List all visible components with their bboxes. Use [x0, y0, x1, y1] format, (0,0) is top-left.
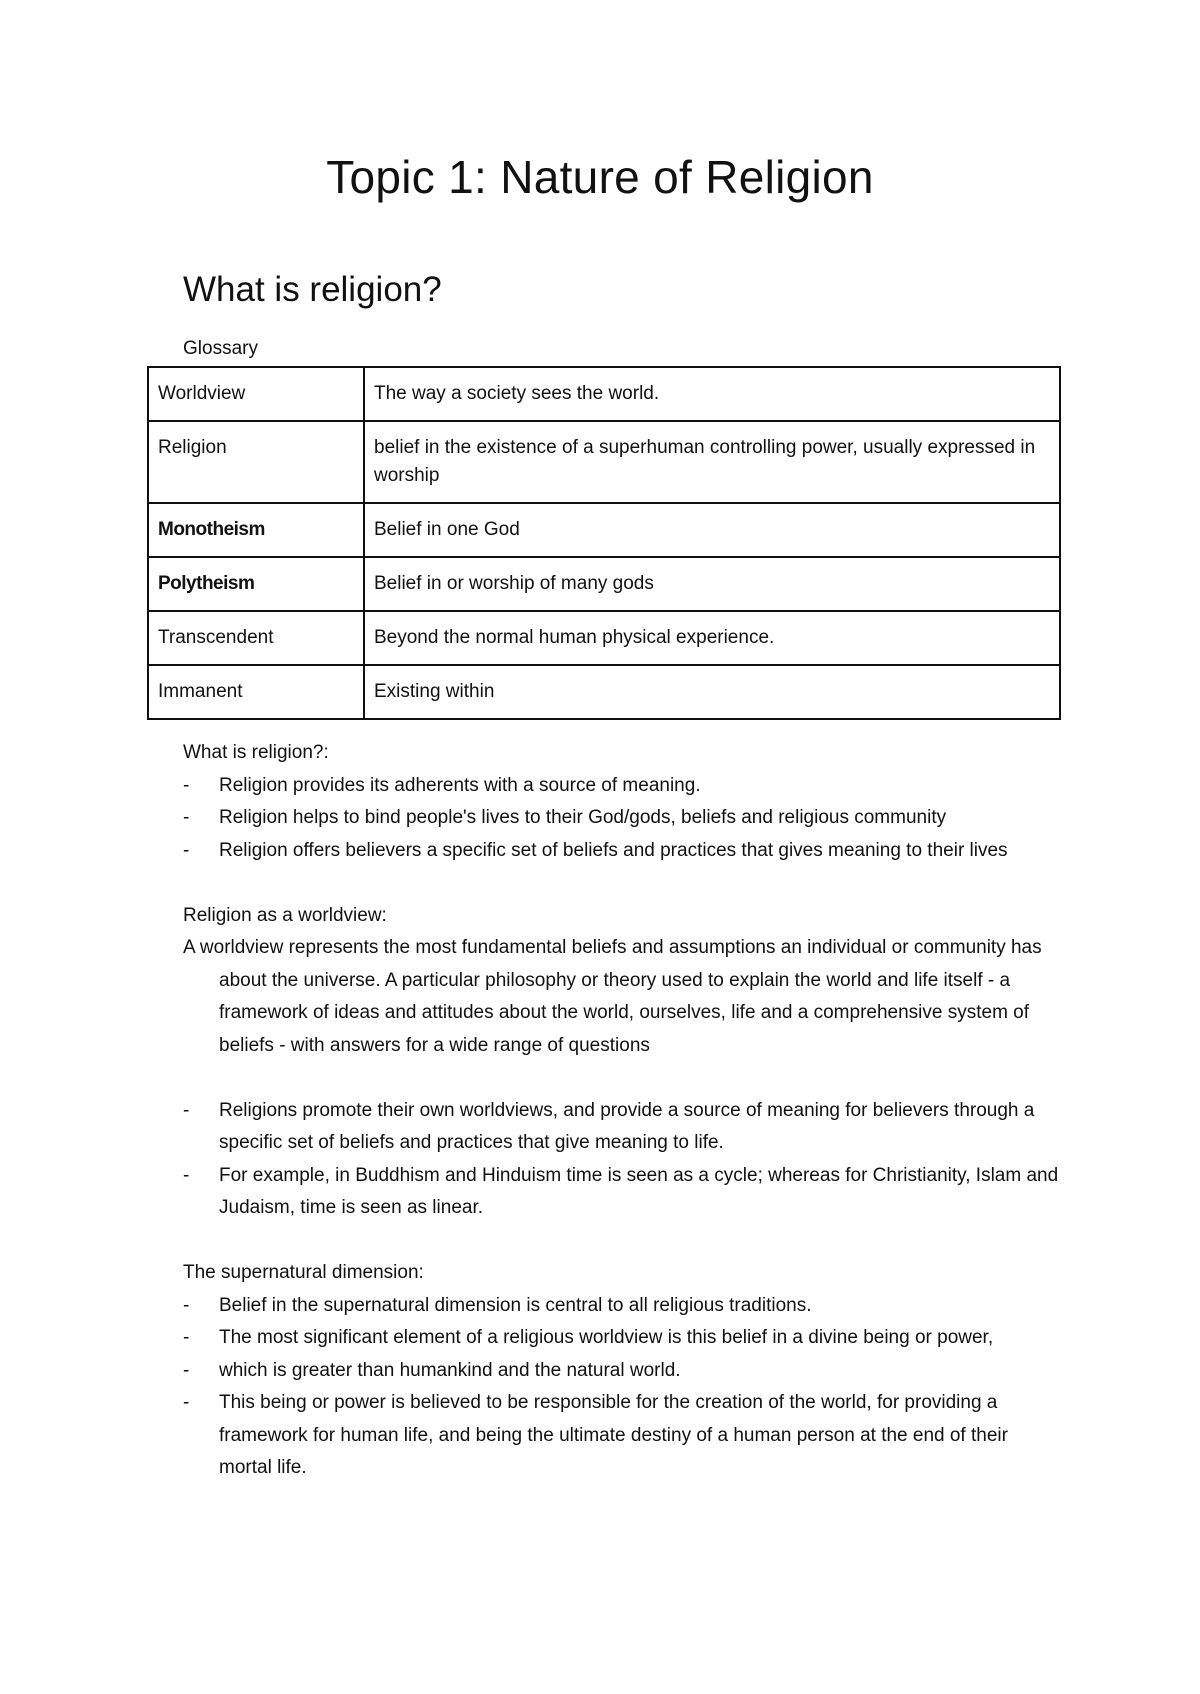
- table-row: [148, 611, 1060, 665]
- glossary-definition: Existing within: [364, 665, 1060, 719]
- spacer: [183, 867, 1063, 900]
- glossary-definition: belief in the existence of a superhuman controlling power, usually expressed in worship: [364, 421, 1060, 503]
- section-heading: What is religion?: [183, 270, 442, 309]
- worldview-list: [183, 1095, 1063, 1225]
- worldview-heading: Religion as a worldview:: [183, 904, 387, 926]
- list-item: - This being or power is believed to be responsible for the creation of the world, for providing a framework for human life, and being the ultimate destiny of a human person at the end of their mortal life.: [183, 1387, 1063, 1485]
- page-title: Topic 1: Nature of Religion: [326, 151, 874, 203]
- list-item: - The most significant element of a religious worldview is this belief in a divine being or power,: [183, 1322, 1063, 1355]
- spacer: [183, 1062, 1063, 1095]
- table-row: [148, 557, 1060, 611]
- glossary-definition: Belief in or worship of many gods: [364, 557, 1060, 611]
- document-body: [183, 737, 1063, 1485]
- glossary-term: Monotheism: [148, 503, 364, 557]
- glossary-term: Transcendent: [148, 611, 364, 665]
- table-row: [148, 367, 1060, 421]
- glossary-term: Immanent: [148, 665, 364, 719]
- worldview-paragraph: A worldview represents the most fundamental beliefs and assumptions an individual or community has about the universe. A particular philosophy or theory used to explain the world and life itself - a framework of ideas and attitudes about the world, ourselves, life and a comprehensive system of beliefs - with answers for a wide range of questions: [183, 937, 1042, 1056]
- what-is-religion-list: [183, 770, 1063, 868]
- list-item: - Belief in the supernatural dimension is central to all religious traditions.: [183, 1290, 1063, 1323]
- list-item: - Religion provides its adherents with a source of meaning.: [183, 770, 1063, 803]
- glossary-definition: Beyond the normal human physical experience.: [364, 611, 1060, 665]
- glossary-caption: Glossary: [183, 338, 258, 359]
- glossary-table: [147, 366, 1061, 720]
- what-is-religion-heading: What is religion?:: [183, 742, 329, 763]
- glossary-term: Worldview: [148, 367, 364, 421]
- supernatural-list: [183, 1290, 1063, 1485]
- list-item: - Religions promote their own worldviews, and provide a source of meaning for believers through a specific set of beliefs and practices that give meaning to life.: [183, 1095, 1063, 1160]
- table-row: [148, 665, 1060, 719]
- spacer: [183, 1225, 1063, 1258]
- list-item: - Religion helps to bind people's lives to their God/gods, beliefs and religious community: [183, 802, 1063, 835]
- table-row: [148, 421, 1060, 503]
- glossary-term: Polytheism: [148, 557, 364, 611]
- list-item: - which is greater than humankind and the natural world.: [183, 1355, 1063, 1388]
- glossary-definition: Belief in one God: [364, 503, 1060, 557]
- glossary-definition: The way a society sees the world.: [364, 367, 1060, 421]
- list-item: - For example, in Buddhism and Hinduism time is seen as a cycle; whereas for Christianity, Islam and Judaism, time is seen as linear.: [183, 1160, 1063, 1225]
- table-row: [148, 503, 1060, 557]
- list-item: - Religion offers believers a specific set of beliefs and practices that gives meaning to their lives: [183, 835, 1063, 868]
- supernatural-heading: The supernatural dimension:: [183, 1262, 424, 1283]
- glossary-term: Religion: [148, 421, 364, 503]
